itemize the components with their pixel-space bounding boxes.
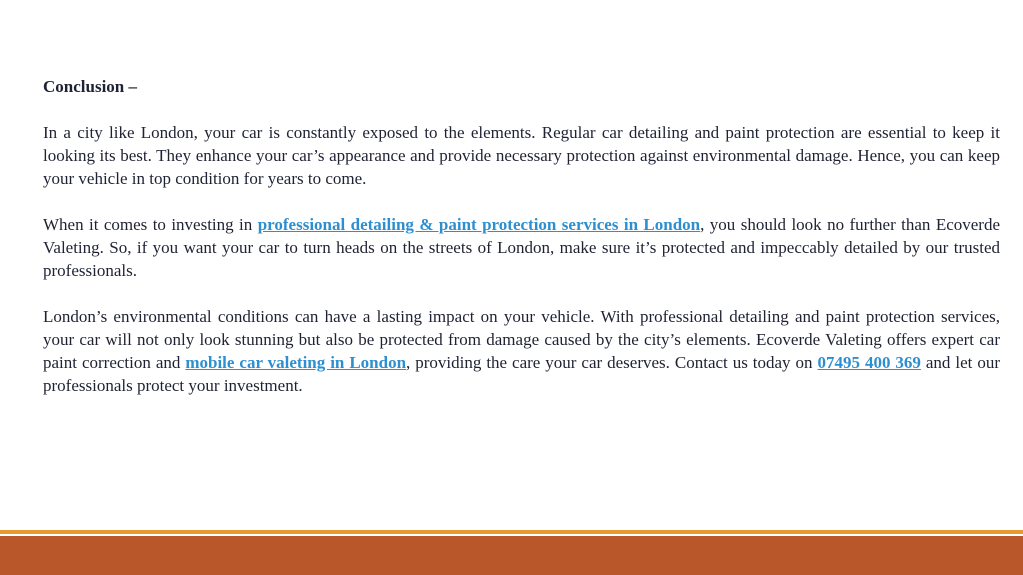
document-body bbox=[43, 75, 1000, 420]
phone-number-link[interactable]: 07495 400 369 bbox=[817, 353, 921, 372]
paragraph-3-text-before: London’s environmental conditions can have a lasting impact on your vehicle. With professional detailing and paint protection services, your car will not only look stunning but also be protected from damage caused by the city’s elements. Ecoverde Valeting offers expert car paint correction and bbox=[43, 307, 1000, 372]
footer-accent-line bbox=[0, 530, 1023, 534]
paragraph-3-text-middle: , providing the care your car deserves. Contact us today on bbox=[406, 353, 818, 372]
paragraph-2-text-before: When it comes to investing in bbox=[43, 215, 258, 234]
paragraph-2 bbox=[43, 213, 1000, 282]
detailing-services-link[interactable]: professional detailing & paint protection services in London bbox=[257, 215, 701, 234]
section-heading: Conclusion – bbox=[43, 77, 137, 96]
footer-bar bbox=[0, 536, 1023, 575]
mobile-valeting-link[interactable]: mobile car valeting in London bbox=[185, 353, 407, 372]
paragraph-1: In a city like London, your car is constantly exposed to the elements. Regular car detailing and paint protection are essential to keep it looking its best. They enhance your car’s appearance and provide necessary protection against environmental damage. Hence, you can keep your vehicle in top condition for years to come. bbox=[43, 123, 1000, 188]
paragraph-3 bbox=[43, 305, 1000, 397]
paragraph-3-text-after: and let our professionals protect your investment. bbox=[43, 353, 1000, 395]
paragraph-2-text-after: , you should look no further than Ecoverde Valeting. So, if you want your car to turn heads on the streets of London, make sure it’s protected and impeccably detailed by our trusted professionals. bbox=[43, 215, 1001, 280]
